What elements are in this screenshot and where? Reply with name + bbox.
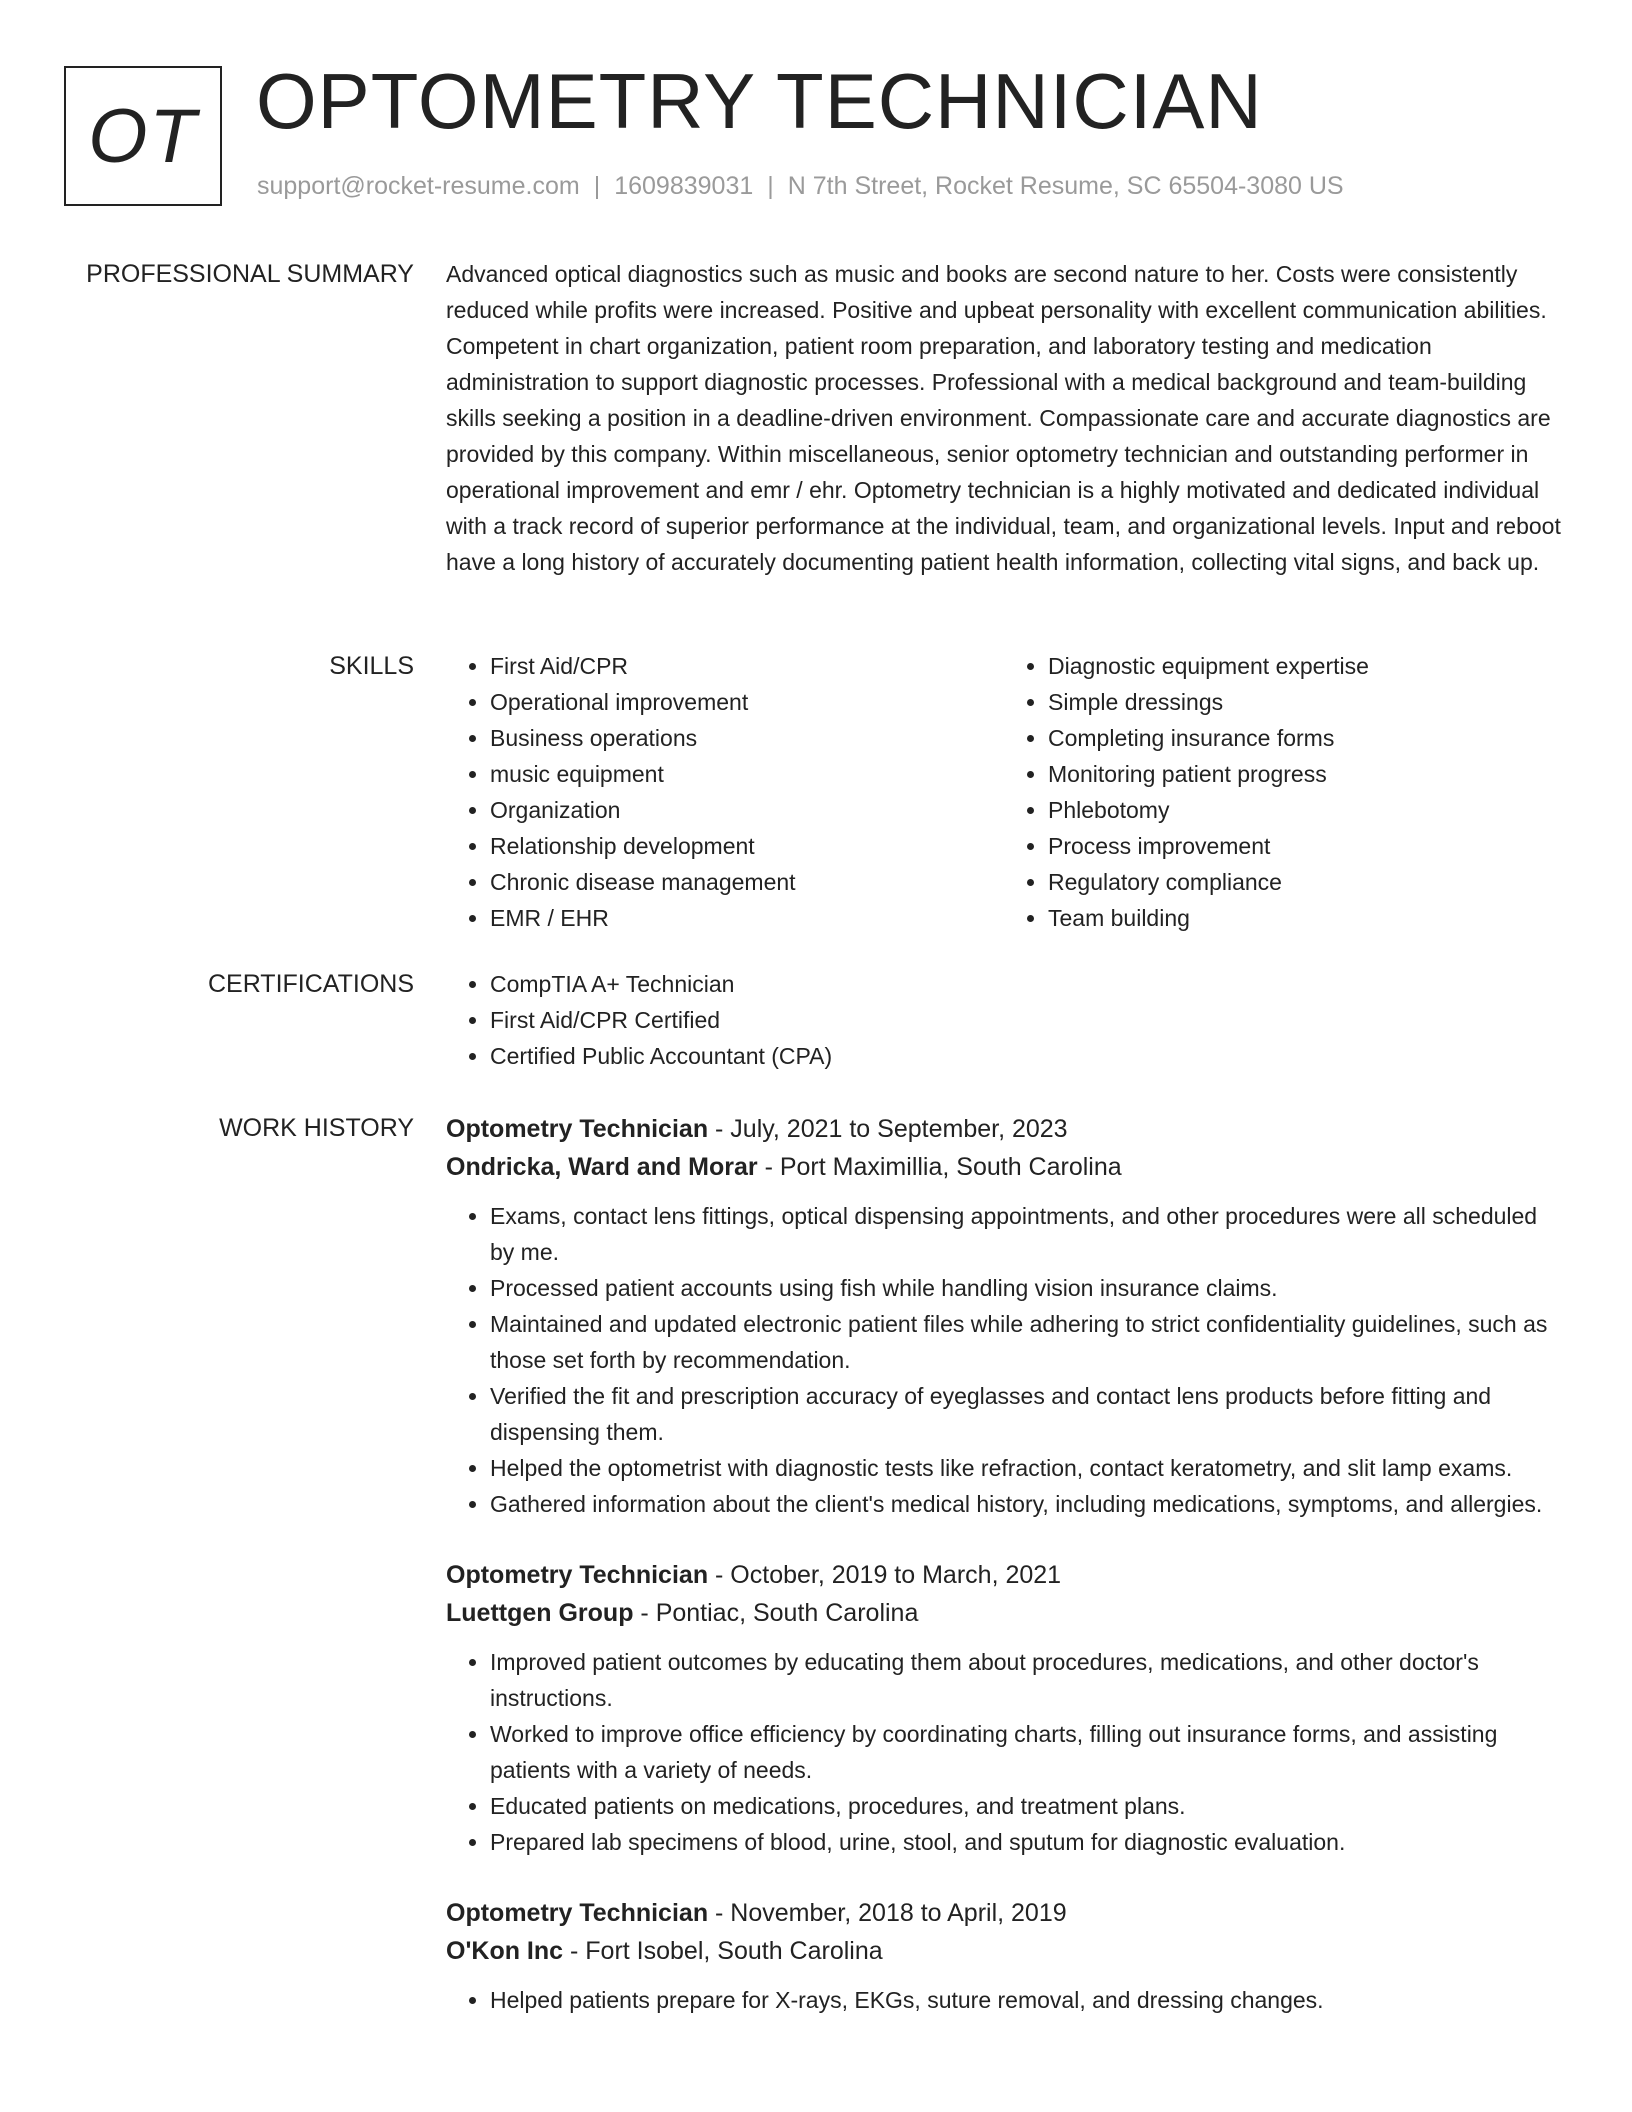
list-item: • Monitoring patient progress — [1048, 756, 1562, 792]
contact-address: N 7th Street, Rocket Resume, SC 65504-3080 US — [787, 172, 1344, 200]
list-item: • Process improvement — [1048, 828, 1562, 864]
list-item: • Verified the fit and prescription accuracy of eyeglasses and contact lens products before fitting and dispensing them. — [490, 1378, 1562, 1450]
list-item: • Certified Public Accountant (CPA) — [490, 1038, 1562, 1074]
list-item: • music equipment — [490, 756, 1004, 792]
job-location: - Port Maximillia, South Carolina — [757, 1153, 1122, 1181]
list-item: • Completing insurance forms — [1048, 720, 1562, 756]
list-item: • CompTIA A+ Technician — [490, 966, 1562, 1002]
certifications-heading: CERTIFICATIONS — [207, 970, 414, 998]
list-item: • First Aid/CPR Certified — [490, 1002, 1562, 1038]
list-item: • Regulatory compliance — [1048, 864, 1562, 900]
list-item: • Phlebotomy — [1048, 792, 1562, 828]
job-location: - Pontiac, South Carolina — [633, 1599, 919, 1627]
job-role: Optometry Technician — [446, 1561, 709, 1589]
job-duties-list — [446, 1644, 1562, 1860]
monogram-badge — [64, 66, 222, 206]
list-item: • Organization — [490, 792, 1004, 828]
list-item: • Processed patient accounts using fish while handling vision insurance claims. — [490, 1270, 1562, 1306]
list-item: • Educated patients on medications, procedures, and treatment plans. — [490, 1788, 1562, 1824]
work-history-body — [446, 1110, 1562, 2052]
contact-phone: 1609839031 — [614, 172, 754, 200]
list-item: • Team building — [1048, 900, 1562, 936]
job-role: Optometry Technician — [446, 1115, 709, 1143]
contact-separator: | — [767, 172, 774, 200]
list-item: • Worked to improve office efficiency by coordinating charts, filling out insurance forms, and assisting patients with a variety of needs. — [490, 1716, 1562, 1788]
list-item: • Helped patients prepare for X-rays, EKGs, suture removal, and dressing changes. — [490, 1982, 1562, 2018]
list-item: • Diagnostic equipment expertise — [1048, 648, 1562, 684]
job-dates: - November, 2018 to April, 2019 — [708, 1899, 1067, 1927]
list-item: • Simple dressings — [1048, 684, 1562, 720]
job-role-line — [446, 1894, 1562, 1932]
job-entry — [446, 1110, 1562, 1522]
job-company-line — [446, 1932, 1562, 1970]
contact-line — [257, 172, 1344, 201]
list-item: • Relationship development — [490, 828, 1004, 864]
job-role-line — [446, 1110, 1562, 1148]
list-item: • Maintained and updated electronic patient files while adhering to strict confidentiality guidelines, such as those set forth by recommendation. — [490, 1306, 1562, 1378]
contact-email: support@rocket-resume.com — [257, 172, 580, 200]
skills-column-right — [1004, 648, 1562, 936]
job-dates: - July, 2021 to September, 2023 — [708, 1115, 1068, 1143]
skills-column-left — [446, 648, 1004, 936]
work-history-heading: WORK HISTORY — [219, 1114, 414, 1142]
list-item: • Helped the optometrist with diagnostic tests like refraction, contact keratometry, and slit lamp exams. — [490, 1450, 1562, 1486]
job-company: O'Kon Inc — [446, 1937, 564, 1965]
list-item: • First Aid/CPR — [490, 648, 1004, 684]
job-company-line — [446, 1594, 1562, 1632]
list-item: • Business operations — [490, 720, 1004, 756]
job-role-line — [446, 1556, 1562, 1594]
list-item: • EMR / EHR — [490, 900, 1004, 936]
job-entry — [446, 1556, 1562, 1860]
contact-separator: | — [593, 172, 601, 200]
summary-text: Advanced optical diagnostics such as music and books are second nature to her. Costs were consistently reduced while profits were increased. Positive and upbeat personality with excellent communication abilities. Competent in chart organization, patient room preparation, and laboratory testing and medication administration to support diagnostic processes. Professional with a medical background and team-building skills seeking a position in a deadline-driven environment. Compassionate care and accurate diagnostics are provided by this company. Within miscellaneous, senior optometry technician and outstanding performer in operational improvement and emr / ehr. Optometry technician is a highly motivated and dedicated individual with a track record of superior performance at the individual, team, and organizational levels. Input and reboot have a long history of accurately documenting patient health information, collecting vital signs, and back up. — [446, 261, 1561, 575]
list-item: • Improved patient outcomes by educating them about procedures, medications, and other doctor's instructions. — [490, 1644, 1562, 1716]
certifications-body — [446, 966, 1562, 1074]
monogram-text: OT — [88, 93, 198, 179]
resume-title: OPTOMETRY TECHNICIAN — [256, 57, 1263, 145]
job-duties-list — [446, 1198, 1562, 1522]
job-location: - Fort Isobel, South Carolina — [563, 1937, 883, 1965]
job-company: Luettgen Group — [446, 1599, 634, 1627]
job-entry — [446, 1894, 1562, 2018]
list-item: • Gathered information about the client's medical history, including medications, symptoms, and allergies. — [490, 1486, 1562, 1522]
summary-body — [446, 256, 1562, 580]
job-dates: - October, 2019 to March, 2021 — [708, 1561, 1062, 1589]
list-item: • Prepared lab specimens of blood, urine, stool, and sputum for diagnostic evaluation. — [490, 1824, 1562, 1860]
list-item: • Exams, contact lens fittings, optical dispensing appointments, and other procedures were all scheduled by me. — [490, 1198, 1562, 1270]
job-role: Optometry Technician — [446, 1899, 709, 1927]
job-company: Ondricka, Ward and Morar — [446, 1153, 758, 1181]
skills-grid — [446, 648, 1562, 936]
skills-heading: SKILLS — [329, 652, 414, 680]
list-item: • Chronic disease management — [490, 864, 1004, 900]
job-duties-list — [446, 1982, 1562, 2018]
job-company-line — [446, 1148, 1562, 1186]
list-item: • Operational improvement — [490, 684, 1004, 720]
summary-heading: PROFESSIONAL SUMMARY — [86, 260, 414, 288]
certifications-list — [446, 966, 1562, 1074]
